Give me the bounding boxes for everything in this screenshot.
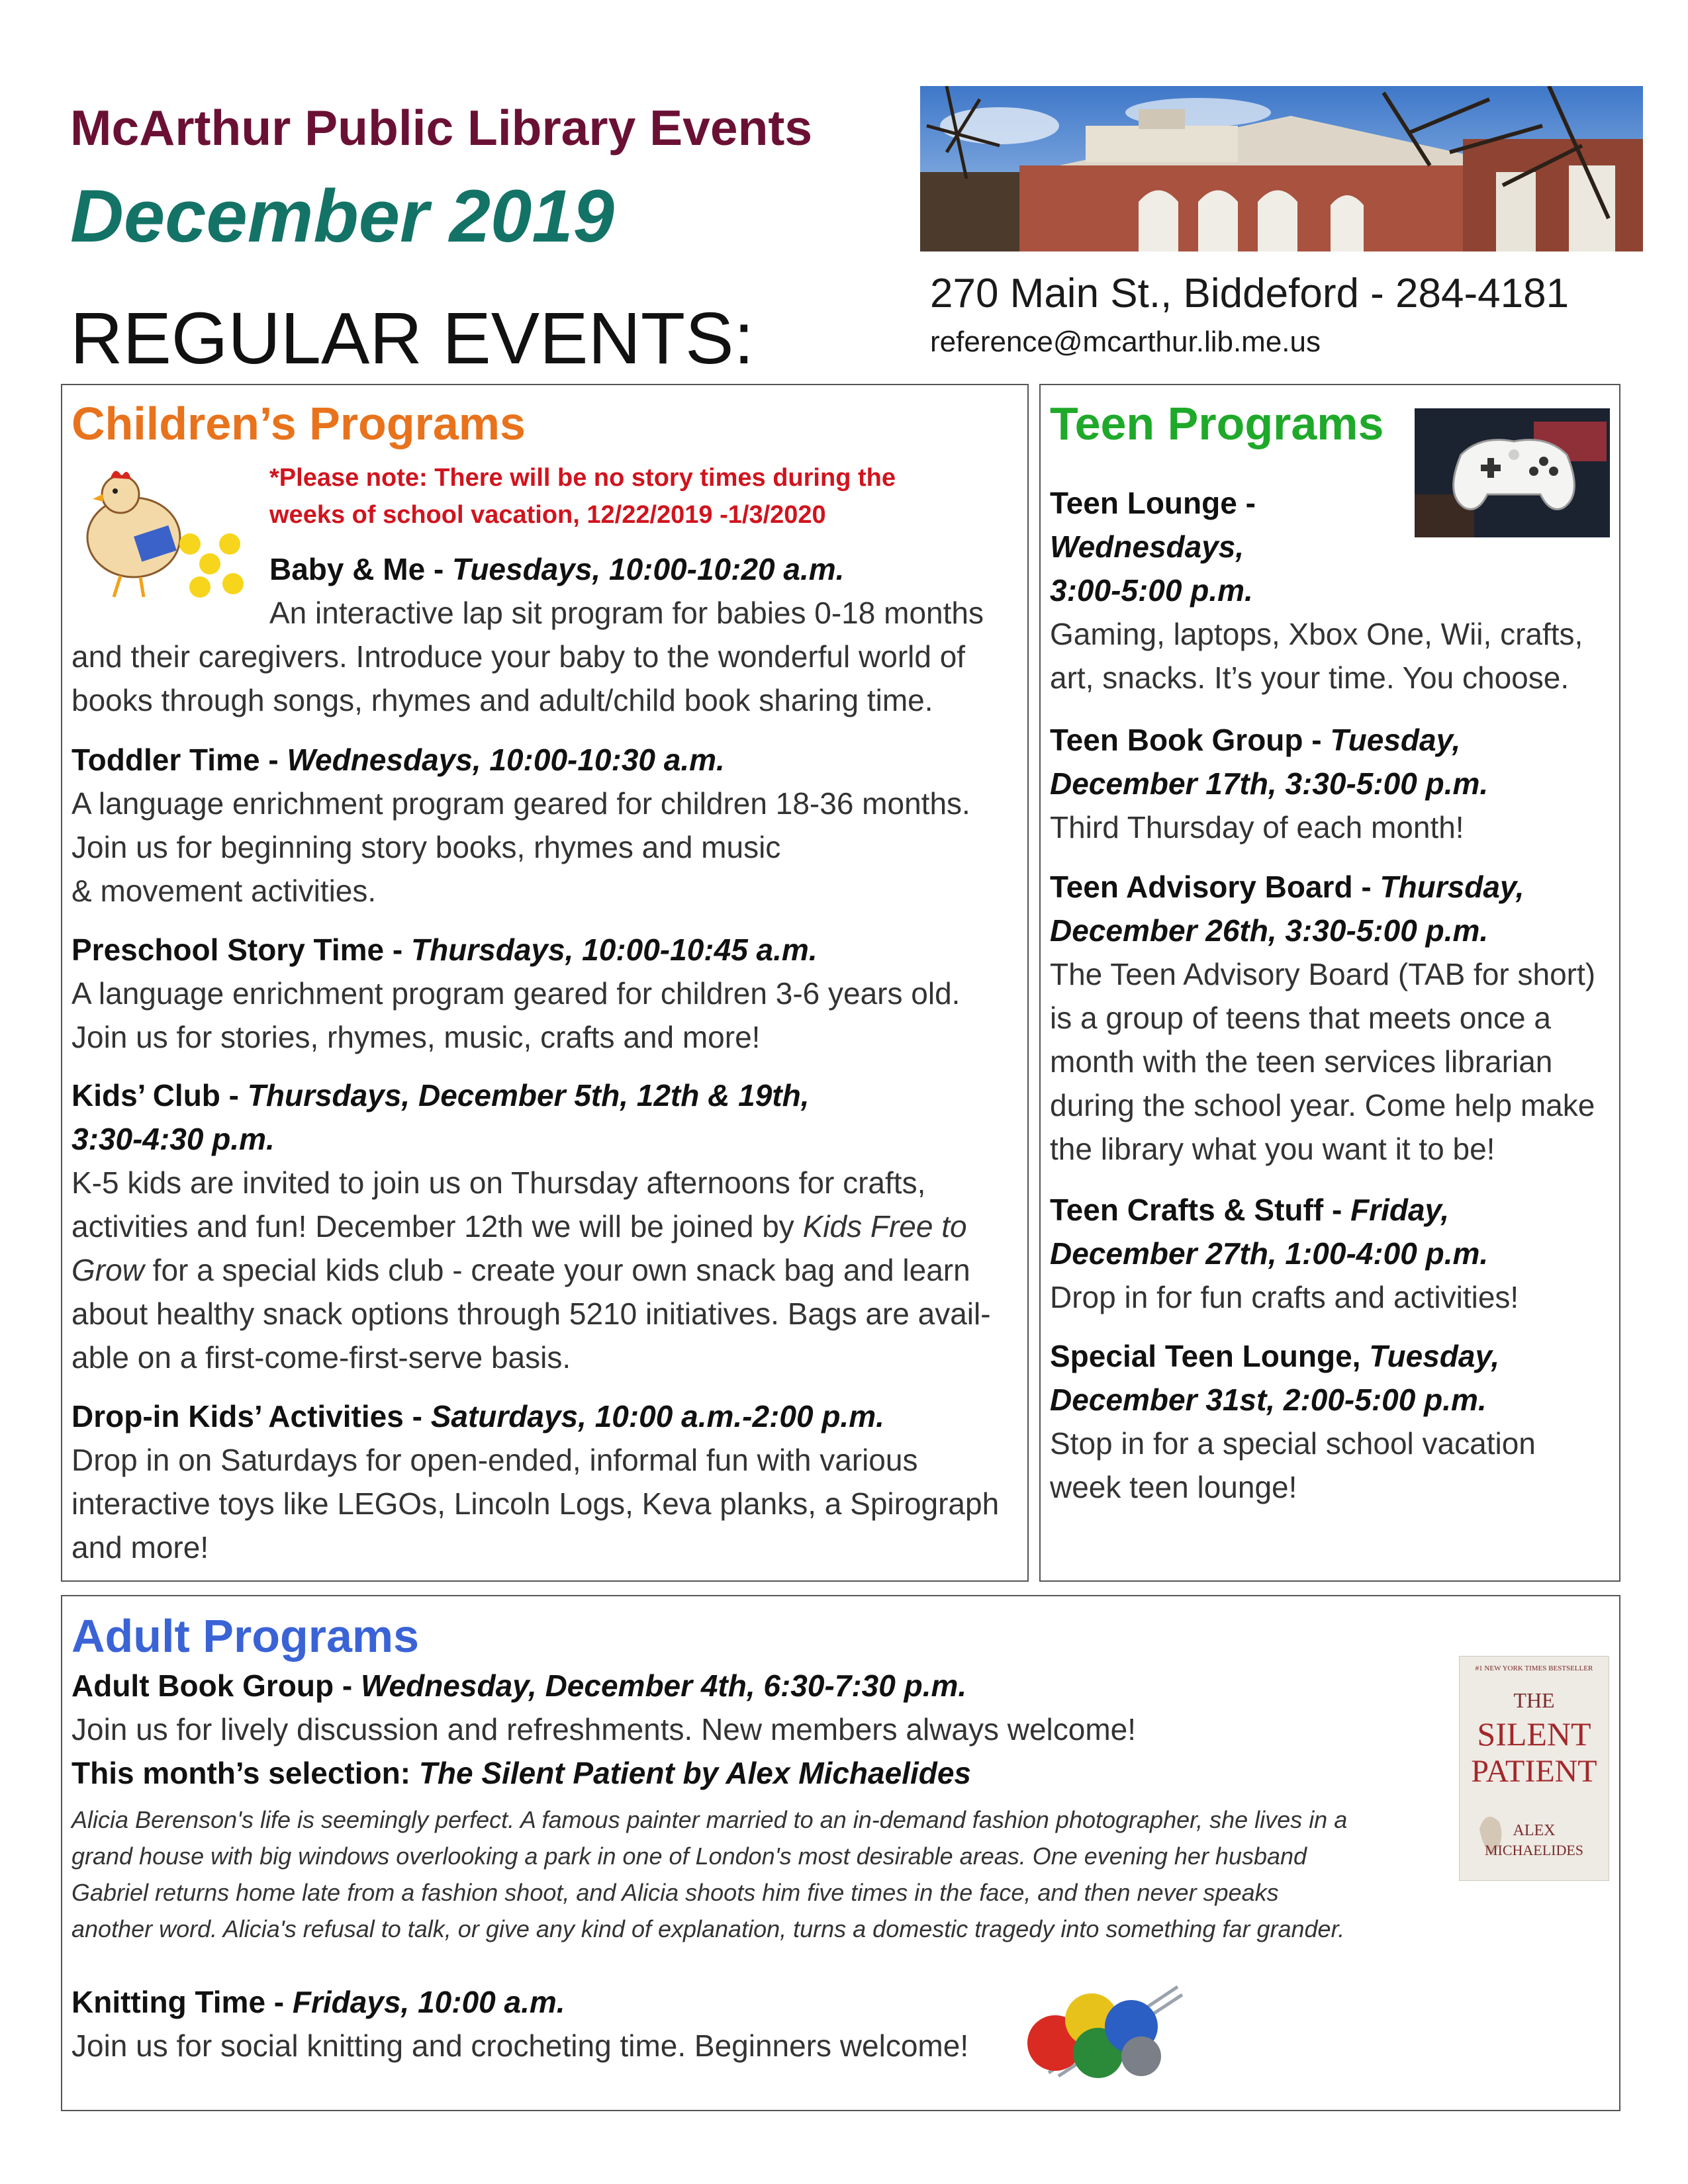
library-name: McArthur Public Library Events — [70, 100, 813, 156]
adult-programs-title: Adult Programs — [71, 1610, 420, 1662]
note-line: weeks of school vacation, 12/22/2019 -1/3/2020 — [269, 501, 826, 529]
kids-club-program — [71, 1073, 991, 1379]
teen-programs-title: Teen Programs — [1050, 398, 1384, 449]
program-schedule: 3:30-4:30 p.m. — [71, 1122, 275, 1156]
program-description: month with the teen services librarian — [1050, 1044, 1553, 1079]
program-schedule: Wednesdays, — [1050, 529, 1244, 564]
baby-and-me-program — [269, 547, 984, 635]
section-heading: REGULAR EVENTS: — [70, 298, 755, 379]
program-schedule: Friday, — [1350, 1193, 1450, 1227]
cover-tagline: #1 NEW YORK TIMES BESTSELLER — [1475, 1664, 1593, 1672]
synopsis-line: Alicia Berenson's life is seemingly perfect. A famous painter married to an in-demand fashion photographer, she lives in a — [71, 1806, 1348, 1833]
program-description: during the school year. Come help make — [1050, 1088, 1595, 1122]
program-description: K-5 kids are invited to join us on Thursday afternoons for crafts, — [71, 1165, 926, 1200]
childrens-programs-title: Children’s Programs — [71, 398, 526, 449]
drop-in-kids-activities-program — [71, 1394, 999, 1569]
note-line: *Please note: There will be no story times during the — [269, 464, 896, 492]
toddler-time-program — [71, 738, 970, 913]
program-name: Drop-in Kids’ Activities - — [71, 1399, 431, 1433]
library-email-link[interactable]: reference@mcarthur.lib.me.us — [930, 326, 1321, 358]
program-schedule: December 17th, 3:30-5:00 p.m. — [1050, 766, 1489, 801]
program-schedule: 3:00-5:00 p.m. — [1050, 573, 1253, 608]
program-schedule: Wednesdays, 10:00-10:30 a.m. — [287, 743, 725, 777]
cover-author-first: ALEX — [1513, 1822, 1556, 1839]
selection-label: This month’s selection: — [71, 1756, 419, 1790]
program-name: Teen Lounge - — [1050, 486, 1256, 520]
program-name: Special Teen Lounge, — [1050, 1339, 1370, 1373]
program-schedule: Wednesday, December 4th, 6:30-7:30 p.m. — [360, 1668, 967, 1703]
program-name: Teen Advisory Board - — [1050, 870, 1380, 904]
month-title: December 2019 — [70, 175, 614, 257]
program-name: Baby & Me - — [269, 552, 453, 586]
program-description: activities and fun! December 12th we will be joined by — [71, 1209, 803, 1244]
program-description: Stop in for a special school vacation — [1050, 1426, 1536, 1461]
program-description: interactive toys like LEGOs, Lincoln Logs, Keva planks, a Spirograph — [71, 1486, 1000, 1521]
program-schedule: Fridays, 10:00 a.m. — [292, 1985, 565, 2019]
program-description: art, snacks. It’s your time. You choose. — [1050, 660, 1570, 695]
knitting-time-program — [71, 1980, 968, 2068]
program-description: Drop in for fun crafts and activities! — [1050, 1280, 1519, 1314]
teen-lounge-program — [1050, 481, 1583, 700]
book-synopsis — [71, 1801, 1347, 1947]
program-description: The Teen Advisory Board (TAB for short) — [1050, 957, 1596, 991]
program-name: Kids’ Club - — [71, 1078, 248, 1113]
library-building-photo — [920, 86, 1643, 251]
synopsis-line: Gabriel returns home late from a fashion shoot, and Alicia shoots him five times in the face, and then never speaks — [71, 1879, 1279, 1906]
program-description: Third Thursday of each month! — [1050, 810, 1464, 844]
program-schedule: Tuesdays, 10:00-10:20 a.m. — [452, 552, 845, 586]
program-schedule: December 27th, 1:00-4:00 p.m. — [1050, 1236, 1489, 1271]
cover-author-last: MICHAELIDES — [1484, 1842, 1584, 1858]
teen-crafts-program — [1050, 1188, 1519, 1319]
program-description: books through songs, rhymes and adult/child book sharing time. — [71, 683, 933, 717]
adult-book-group-program — [71, 1664, 1136, 1795]
program-schedule: Tuesday, — [1330, 723, 1461, 757]
synopsis-line: grand house with big windows overlooking a park in one of London's most desirable areas. One evening her husband — [71, 1843, 1307, 1870]
program-schedule: Saturdays, 10:00 a.m.-2:00 p.m. — [430, 1399, 884, 1433]
program-description: week teen lounge! — [1050, 1470, 1297, 1504]
program-description: A language enrichment program geared for children 3-6 years old. — [71, 976, 961, 1011]
teen-book-group-program — [1050, 718, 1488, 849]
cover-title-silent: SILENT — [1477, 1715, 1591, 1752]
cover-title-patient: PATIENT — [1471, 1754, 1597, 1789]
partner-name: Kids Free to — [802, 1209, 967, 1244]
hen-reading-icon — [74, 465, 263, 610]
program-schedule: Thursdays, 10:00-10:45 a.m. — [410, 933, 818, 967]
program-description: and more! — [71, 1530, 209, 1565]
program-name: Toddler Time - — [71, 743, 287, 777]
program-name: Teen Book Group - — [1050, 723, 1331, 757]
cover-title-the: THE — [1513, 1688, 1555, 1712]
program-description: for a special kids club - create your own snack bag and learn — [144, 1253, 970, 1287]
special-teen-lounge-program — [1050, 1334, 1536, 1509]
program-description: is a group of teens that meets once a — [1050, 1001, 1551, 1035]
program-name: Knitting Time - — [71, 1985, 293, 2019]
program-description: Join us for lively discussion and refreshments. New members always welcome! — [71, 1712, 1137, 1747]
program-schedule: December 26th, 3:30-5:00 p.m. — [1050, 913, 1489, 948]
program-description: An interactive lap sit program for babies 0-18 months — [269, 596, 984, 630]
partner-name: Grow — [71, 1253, 144, 1287]
program-description: Gaming, laptops, Xbox One, Wii, crafts, — [1050, 617, 1583, 651]
synopsis-line: another word. Alicia's refusal to talk, or give any kind of explanation, turns a domestic tragedy into something far grander. — [71, 1915, 1345, 1942]
program-schedule: Thursday, — [1380, 870, 1524, 904]
program-name: Teen Crafts & Stuff - — [1050, 1193, 1351, 1227]
program-description: able on a first-come-first-serve basis. — [71, 1340, 571, 1375]
teen-advisory-board-program — [1050, 865, 1595, 1171]
program-schedule: December 31st, 2:00-5:00 p.m. — [1050, 1383, 1487, 1417]
story-time-note — [269, 459, 896, 533]
program-description: and their caregivers. Introduce your baby to the wonderful world of — [71, 639, 966, 674]
book-title: The Silent Patient by Alex Michaelides — [418, 1756, 972, 1790]
library-address: 270 Main St., Biddeford - 284-4181 — [930, 271, 1570, 316]
program-description: Drop in on Saturdays for open-ended, informal fun with various — [71, 1443, 918, 1477]
baby-and-me-description — [71, 635, 965, 722]
book-cover-image — [1459, 1656, 1609, 1881]
program-description: A language enrichment program geared for children 18-36 months. — [71, 786, 970, 821]
program-description: & movement activities. — [71, 874, 377, 908]
program-description: Join us for social knitting and crocheting time. Beginners welcome! — [71, 2028, 969, 2063]
program-description: Join us for beginning story books, rhymes and music — [71, 830, 781, 864]
program-description: the library what you want it to be! — [1050, 1132, 1495, 1166]
teen-programs-section — [1039, 384, 1620, 1582]
yarn-balls-icon — [1009, 1980, 1188, 2079]
program-name: Adult Book Group - — [71, 1668, 361, 1703]
adult-programs-section — [61, 1595, 1620, 2111]
program-description: about healthy snack options through 5210 initiatives. Bags are avail- — [71, 1297, 991, 1331]
preschool-story-time-program — [71, 928, 960, 1059]
program-schedule: Tuesday, — [1369, 1339, 1500, 1373]
childrens-programs-section — [61, 384, 1029, 1582]
program-schedule: Thursdays, December 5th, 12th & 19th, — [247, 1078, 810, 1113]
program-name: Preschool Story Time - — [71, 933, 411, 967]
program-description: Join us for stories, rhymes, music, crafts and more! — [71, 1020, 761, 1054]
